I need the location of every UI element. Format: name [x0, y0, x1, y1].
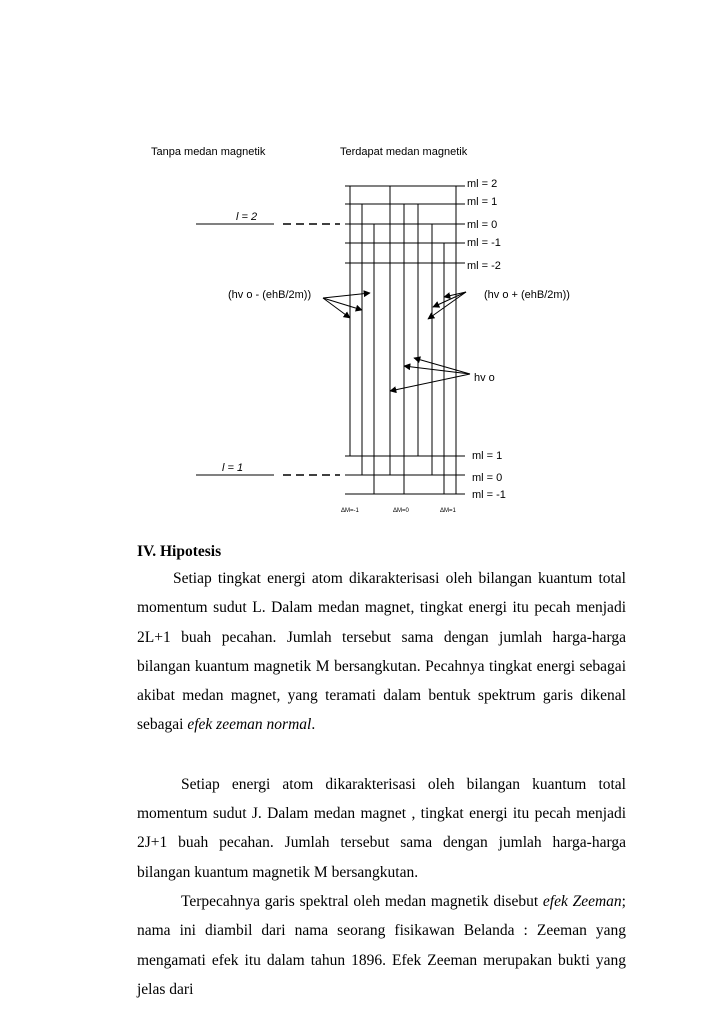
paragraph-1-italic: efek zeeman normal: [187, 716, 312, 734]
ml-label: ml = 0: [472, 472, 503, 484]
annotation-center: hv o: [474, 372, 495, 384]
paragraph-1-end: .: [311, 716, 316, 734]
lower-sublevels: [345, 456, 465, 494]
arrow: [323, 293, 370, 298]
section-heading: IV. Hipotesis: [137, 543, 222, 560]
arrow: [433, 292, 466, 307]
delta-label: ΔM=-1: [341, 508, 359, 514]
arrow: [414, 358, 470, 374]
paragraph-3-italic: efek Zeeman: [542, 892, 622, 910]
ml-label: ml = 1: [472, 450, 503, 462]
arrow: [404, 366, 470, 374]
header-no-field: Tanpa medan magnetik: [151, 146, 266, 158]
lower-level-label: l = 1: [222, 462, 244, 474]
body-text: [137, 564, 626, 1004]
ml-label: ml = 1: [467, 196, 498, 208]
upper-level-label: l = 2: [236, 211, 258, 223]
arrow: [323, 298, 350, 318]
arrow: [323, 298, 362, 310]
paragraph-3-rest: ; nama ini diambil dari nama seorang fisikawan Belanda : Zeeman yang mengamati efek itu dalam tahun 1896. Efek Zeeman merupakan bukti yang jelas dari: [137, 892, 626, 998]
ml-label: ml = 2: [467, 178, 498, 190]
ml-label: ml = -1: [467, 237, 501, 249]
paragraph-1: [137, 564, 626, 740]
upper-sublevels: [345, 186, 465, 263]
annotation-right: (hv o + (ehB/2m)): [484, 289, 570, 301]
delta-label: ΔM=1: [440, 508, 456, 514]
transition-lines: [350, 186, 456, 494]
annotation-arrows: [323, 292, 470, 391]
annotation-left: (hv o - (ehB/2m)): [228, 289, 312, 301]
paragraph-3-text: Terpecahnya garis spektral oleh medan magnetik disebut: [181, 892, 543, 910]
ml-label: ml = -1: [472, 489, 506, 501]
ml-label: ml = -2: [467, 260, 501, 272]
paragraph-2: Setiap energi atom dikarakterisasi oleh bilangan kuantum total momentum sudut J. Dalam medan magnet , tingkat energi itu pecah menjadi 2J+1 buah pecahan. Jumlah tersebut sama dengan jumlah harga-harga bilangan kuantum magnetik M bersangkutan.: [137, 775, 626, 881]
delta-label: ΔM=0: [393, 508, 409, 514]
paragraph-1-text: Setiap tingkat energi atom dikarakterisasi oleh bilangan kuantum total momentum sudut L. Dalam medan magnet, tingkat energi itu pecah menjadi 2L+1 buah pecahan. Jumlah tersebut sama dengan jumlah harga-harga bilangan kuantum magnetik M bersangkutan. Pecahnya tingkat energi sebagai akibat medan magnet, yang teramati dalam bentuk spektrum garis dikenal sebagai: [137, 570, 626, 734]
paragraph-3: [137, 887, 626, 1004]
ml-label: ml = 0: [467, 219, 498, 231]
arrow: [390, 374, 470, 391]
header-with-field: Terdapat medan magnetik: [340, 146, 468, 158]
